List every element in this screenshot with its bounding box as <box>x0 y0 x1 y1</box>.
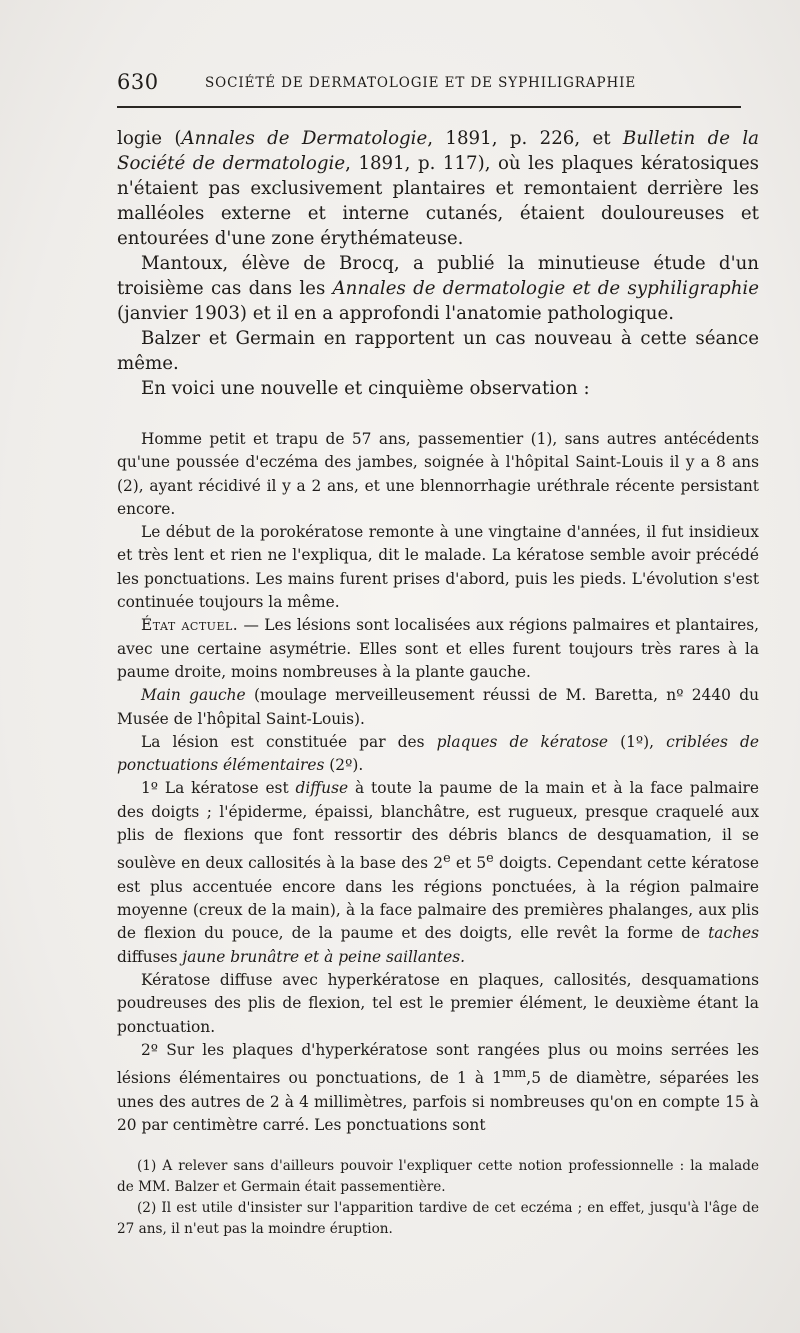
observation-paragraph-2: Le début de la porokératose remonte à une vingtaine d'années, il fut insidieux et très lent et rien ne l'expliqua, dit le malade. La kératose semble avoir précédé les ponctuations. Les mains furent prises d'abord, puis les pieds. L'évolution s'est continuée toujours la même. <box>117 523 759 612</box>
observation-text <box>117 428 759 1137</box>
intro-paragraph-4: En voici une nouvelle et cinquième observation : <box>141 378 590 399</box>
footnotes <box>117 1156 759 1240</box>
footnote-2: (2) Il est utile d'insister sur l'apparition tardive de cet eczéma ; en effet, jusqu'à l'âge de 27 ans, il n'eut pas la moindre éruption. <box>117 1200 759 1237</box>
intro-text <box>117 126 759 401</box>
running-title: SOCIÉTÉ DE DERMATOLOGIE ET DE SYPHILIGRAPHIE <box>205 75 637 91</box>
page-number: 630 <box>117 70 159 94</box>
observation-paragraph-3: État actuel. — Les lésions sont localisées aux régions palmaires et plantaires, avec une certaine asymétrie. Elles sont et elles furent toujours très rares à la paume droite, moins nombreuses à la plante gauche. <box>117 616 759 681</box>
page-header <box>117 70 757 100</box>
intro-paragraph-1: logie (Annales de Dermatologie, 1891, p. 226, et Bulletin de la Société de dermatologie, 1891, p. 117), où les plaques kératosiques n'étaient pas exclusivement plantaires et remontaient derrière les malléoles externe et interne cutanés, étaient douloureuses et entourées d'une zone érythémateuse. <box>117 128 760 249</box>
footnote-1: (1) A relever sans d'ailleurs pouvoir l'expliquer cette notion professionnelle : la malade de MM. Balzer et Germain était passementière. <box>117 1158 759 1195</box>
observation-paragraph-8: 2º Sur les plaques d'hyperkératose sont rangées plus ou moins serrées les lésions élémentaires ou ponctuations, de 1 à $1^{mm},5$ de diamètre, séparées les unes des autres de 2 à 4 millimètres, parfois si nombreuses qu'on en compte 15 à 20 par centimètre carré. Les ponctuations sont <box>117 1040 759 1134</box>
header-rule <box>117 106 741 108</box>
intro-paragraph-3: Balzer et Germain en rapportent un cas nouveau à cette séance même. <box>117 328 759 374</box>
observation-paragraph-4: Main gauche (moulage merveilleusement réussi de M. Baretta, nº 2440 du Musée de l'hôpital Saint-Louis). <box>117 686 759 728</box>
intro-paragraph-2: Mantoux, élève de Brocq, a publié la minutieuse étude d'un troisième cas dans les Annales de dermatologie et de syphiligraphie (janvier 1903) et il en a approfondi l'anatomie pathologique. <box>117 253 759 324</box>
observation-paragraph-6: 1º La kératose est diffuse à toute la paume de la main et à la face palmaire des doigts ; l'épiderme, épaissi, blanchâtre, est rugueux, presque craquelé aux plis de flexions que font ressortir des débris blancs de desquamation, il se soulève en deux callosités à la base des 2e et 5e doigts. Cependant cette kératose est plus accentuée encore dans les régions ponctuées, à la région palmaire moyenne (creux de la main), à la face palmaire des premières phalanges, aux plis de flexion du pouce, de la paume et des doigts, elle revêt la forme de taches diffuses jaune brunâtre et à peine saillantes. <box>117 779 759 966</box>
observation-paragraph-5: La lésion est constituée par des plaques de kératose (1º), criblées de ponctuations élémentaires (2º). <box>117 732 759 775</box>
observation-paragraph-1: Homme petit et trapu de 57 ans, passementier (1), sans autres antécédents qu'une poussée d'eczéma des jambes, soignée à l'hôpital Saint-Louis il y a 8 ans (2), ayant récidivé il y a 2 ans, et une blennorrhagie uréthrale récente persistant encore. <box>117 430 759 518</box>
observation-paragraph-7: Kératose diffuse avec hyperkératose en plaques, callosités, desquamations poudreuses des plis de flexion, tel est le premier élément, le deuxième étant la ponctuation. <box>117 970 759 1036</box>
